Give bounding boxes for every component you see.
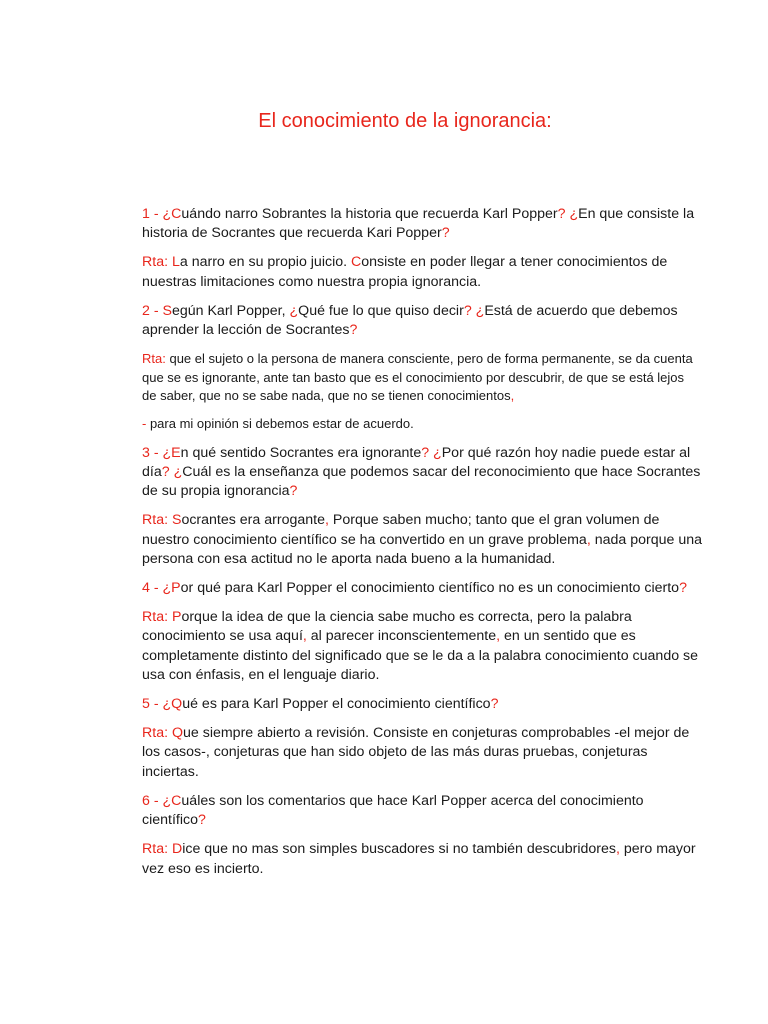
highlight-run: C xyxy=(351,254,362,271)
highlight-run: , xyxy=(510,388,515,404)
highlight-run: ? ¿ xyxy=(557,206,579,222)
text-run: Está de acuerdo que debemos aprender la lección de Socrantes xyxy=(142,302,678,339)
highlight-run: ? xyxy=(490,696,499,713)
answer-5 xyxy=(142,724,702,782)
highlight-run: ¿ xyxy=(289,302,299,319)
text-run: que el sujeto o la persona de manera consciente, pero de forma permanente, se da cuenta que se es ignorante, ante tan basto que es el conocimiento por descubrir, de que se está lejos de saber, que no se sabe nada, que no se tienen conocimientos xyxy=(142,351,693,404)
text-run: uáles son los comentarios que hace Karl Popper acerca del conocimiento científico xyxy=(142,792,644,829)
answer-3 xyxy=(142,511,702,569)
highlight-run: , xyxy=(324,512,333,529)
highlight-run: Rta: P xyxy=(142,609,182,626)
highlight-run: 2 - S xyxy=(142,302,172,319)
question-2 xyxy=(142,302,702,340)
text-run: uándo narro Sobrantes la historia que recuerda Karl Popper xyxy=(181,206,558,222)
text-run: ué es para Karl Popper el conocimiento científico xyxy=(182,696,491,713)
question-3 xyxy=(142,444,702,502)
text-run: para mi opinión si debemos estar de acuerdo. xyxy=(149,416,414,432)
highlight-run: ? xyxy=(349,322,358,339)
highlight-run: , xyxy=(302,628,311,645)
text-run: Por qué razón hoy nadie puede estar al día xyxy=(142,444,691,481)
answer-1 xyxy=(142,253,702,291)
answer-2-opinion xyxy=(142,415,702,433)
question-1 xyxy=(142,205,702,243)
highlight-run: , xyxy=(496,628,505,645)
text-run: or qué para Karl Popper el conocimiento científico no es un conocimiento cierto xyxy=(180,580,680,597)
text-run: ue siempre abierto a revisión. Consiste en conjeturas comprobables -el mejor de los casos-, conjeturas que han sido objeto de las más duras pruebas, conjeturas inciertas. xyxy=(142,725,690,780)
text-run: a narro en su propio juicio. xyxy=(179,254,351,271)
text-run: onsiste en poder llegar a tener conocimientos de nuestras limitaciones como nuestra propia ignorancia. xyxy=(142,254,668,290)
document-title: El conocimiento de la ignorancia: xyxy=(258,110,552,132)
text-run: En que consiste la historia de Socrantes que recuerda Kari Popper xyxy=(142,206,695,242)
answer-6 xyxy=(142,840,702,878)
highlight-run: 4 - ¿P xyxy=(142,580,181,597)
highlight-run: ? xyxy=(679,580,687,597)
highlight-run: , xyxy=(586,531,595,548)
highlight-run: Rta: D xyxy=(142,841,183,858)
text-run: nada porque una persona con esa actitud no le aporta nada bueno a la humanidad. xyxy=(142,531,702,567)
text-run: egún Karl Popper, xyxy=(171,302,290,319)
text-run: Cuál es la enseñanza que podemos sacar del reconocimiento que hace Socrantes de su propia ignorancia xyxy=(142,464,701,500)
highlight-run: , xyxy=(615,841,624,858)
question-4 xyxy=(142,579,702,598)
highlight-run: ? xyxy=(198,812,206,829)
text-run: en un sentido que es completamente distinto del significado que se le da a la palabra conocimiento cuando se usa con énfasis, en el lenguaje diario. xyxy=(142,628,699,683)
document-body xyxy=(142,205,702,889)
question-5 xyxy=(142,695,702,714)
text-run: n qué sentido Socrantes era ignorante xyxy=(180,444,422,461)
answer-2 xyxy=(142,350,702,405)
text-run: Porque saben mucho; tanto que el gran volumen de nuestro conocimiento científico se ha convertido en un grave problema xyxy=(142,512,660,548)
highlight-run: ? ¿ xyxy=(463,302,485,319)
highlight-run: 6 - ¿C xyxy=(142,792,182,809)
text-run: orque la idea de que la ciencia sabe mucho es correcta, pero la palabra conocimiento se usa aquí xyxy=(142,609,632,645)
text-run: pero mayor vez eso es incierto. xyxy=(142,841,696,877)
highlight-run: 5 - ¿Q xyxy=(142,696,183,713)
highlight-run: ? ¿ xyxy=(161,464,183,481)
highlight-run: ? ¿ xyxy=(421,444,442,461)
highlight-run: 3 - ¿E xyxy=(142,444,181,461)
highlight-run: Rta: S xyxy=(142,512,182,529)
text-run: ice que no mas son simples buscadores si no también descubridores xyxy=(182,841,616,858)
text-run: ocrantes era arrogante xyxy=(181,512,325,529)
highlight-run: Rta: Q xyxy=(142,725,183,742)
answer-4 xyxy=(142,608,702,685)
highlight-run: Rta: xyxy=(142,351,170,367)
question-6 xyxy=(142,792,702,830)
text-run: al parecer inconscientemente xyxy=(310,628,497,645)
highlight-run: Rta: L xyxy=(142,254,180,271)
highlight-run: - xyxy=(142,416,150,432)
highlight-run: ? xyxy=(441,225,450,242)
highlight-run: 1 - ¿C xyxy=(142,206,182,222)
highlight-run: ? xyxy=(289,483,298,500)
text-run: Qué fue lo que quiso decir xyxy=(298,302,464,319)
